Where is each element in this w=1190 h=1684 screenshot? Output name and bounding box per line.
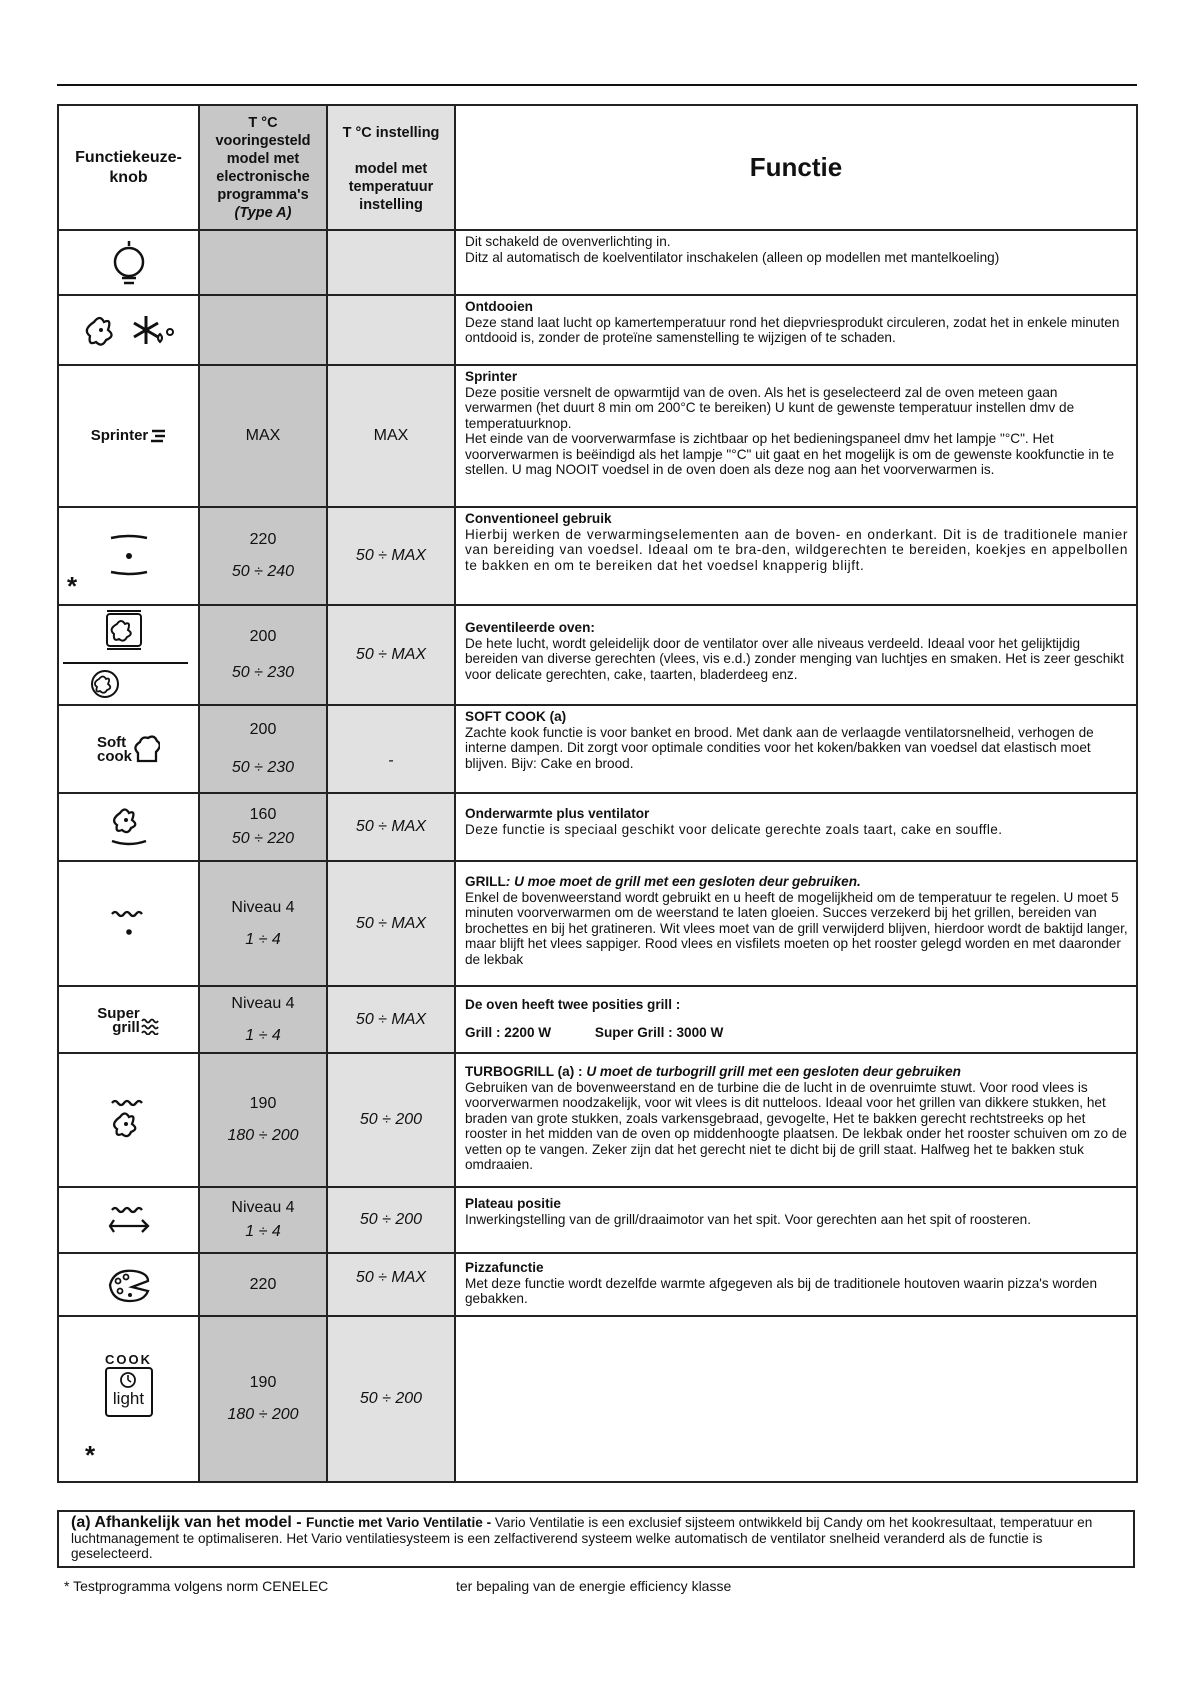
table-row: [58, 986, 1137, 1053]
soft-cook-icon: [97, 735, 160, 765]
timer-icon: [119, 1371, 137, 1389]
header-preset-type: (Type A): [234, 204, 292, 221]
cook-light-box: [105, 1367, 153, 1417]
oven-light-icon: [107, 238, 151, 288]
preset-range: 1 ÷ 4: [245, 930, 281, 948]
header-preset-l1: vooringesteld: [215, 132, 311, 149]
table-row: [58, 793, 1137, 861]
table-row: [58, 861, 1137, 986]
knob-cell: [58, 986, 199, 1053]
header-function: Functie: [455, 105, 1137, 230]
function-text: Gebruiken van de bovenweerstand en de turbine die de lucht in de ovenruimte stuwt. Voor rood vlees is voorverwarmen noodzakelijk, voor wit vlees is dit nutteloos. Ideaal voor het grillen van dikkere stukken, het braden van grote stukken, zoals varkensgebraad, gevogelte, Het te bakken gerecht rechtstreeks op het rooster in het midden van de oven op middenhoogte plaatsen. De lekbak onder het rooster schuiven om zo de vetten op te vangen. Zeker zijn dat het gerecht niet te dicht bij de grill staat. Halfweg het te bakken stuk omdraaien.: [465, 1079, 1127, 1172]
header-setting-l2: model met temperatuur instelling: [348, 161, 434, 213]
function-cell: [455, 861, 1137, 986]
knob-cell: [58, 507, 199, 605]
note-bold-2: Functie met Vario Ventilatie -: [306, 1515, 495, 1530]
knob-cell: [58, 295, 199, 365]
speed-lines-icon: [150, 429, 166, 443]
preset-cell: [199, 605, 327, 705]
header-knob: Functiekeuze-knob: [58, 105, 199, 230]
fan-oven-icon: [59, 606, 198, 704]
function-title: Geventileerde oven:: [465, 620, 595, 635]
table-row: [58, 1253, 1137, 1316]
function-title: Conventioneel gebruik: [465, 511, 612, 526]
preset-cell: [199, 507, 327, 605]
function-text: Zachte kook functie is voor banket en brood. Met dank aan de verlaagde ventilatorsnelheid, verhogen de interne dampen. Dit zorgt voor optimale condities voor het koken/bakken van voedsel dat elastisch moet blijven. Bijv: Cake en brood.: [465, 724, 1094, 771]
function-text: Hierbij werken de verwarmingselementen aan de boven- en onderkant. Dit is de traditionele manier van bereiding van voedsel. Ideaal om te bra-den, wildgerechten te bereiden, koekjes en appelbollen te bakken en om te bereiken dat het voedsel knapperig blijft.: [465, 526, 1128, 573]
setting-cell: [327, 1053, 455, 1187]
function-title: Ontdooien: [465, 299, 533, 314]
function-text: Met deze functie wordt dezelfde warmte afgegeven als bij de traditionele houtoven waarin pizza's worden gebakken.: [465, 1275, 1098, 1306]
function-title: Sprinter: [465, 369, 518, 384]
function-cell: [455, 295, 1137, 365]
table-row: [58, 1053, 1137, 1187]
preset-range: 180 ÷ 200: [227, 1406, 299, 1423]
cook-label: cook: [96, 747, 132, 765]
knob-cell: [58, 861, 199, 986]
grill-title-rest: : U moe moet de grill met een gesloten deur gebruiken.: [505, 874, 861, 889]
setting-value: 50 ÷ MAX: [355, 646, 427, 663]
header-preset-l3: electronische: [216, 168, 310, 185]
top-rule: [57, 84, 1137, 86]
preset-range: 50 ÷ 220: [231, 830, 295, 847]
function-title: SOFT COOK (a): [465, 709, 567, 724]
turbogrill-title-rest: U moet de turbogrill grill met een gesloten deur gebruiken: [582, 1064, 961, 1079]
function-title: Onderwarmte plus ventilator: [465, 806, 650, 821]
setting-value: 50 ÷ MAX: [355, 1268, 427, 1286]
preset-value: 200: [249, 628, 277, 645]
function-text: De hete lucht, wordt geleidelijk door de ventilator over alle niveaus verdeeld. Ideaal voor het gelijktijdig bereiden van diverse gerechten (vlees, vis e.d.) zonder menging van luchtjes en smaken. Het is zeer geschikt voor delicate gerechten, cake, taarten, bladerdeeg enz.: [465, 635, 1124, 682]
setting-value: MAX: [373, 427, 409, 444]
icon-divider: [63, 662, 188, 664]
preset-range: 50 ÷ 240: [231, 563, 295, 580]
header-preset-l4: programma's: [217, 186, 309, 203]
header-preset-l0: T °C: [248, 114, 278, 131]
knob-cell: [58, 1316, 199, 1482]
preset-cell: [199, 793, 327, 861]
setting-cell: [327, 986, 455, 1053]
preset-cell: [199, 861, 327, 986]
function-cell: [455, 1316, 1137, 1482]
grill-powers: [465, 1025, 1128, 1041]
setting-cell: [327, 705, 455, 793]
function-title: Pizzafunctie: [465, 1260, 544, 1275]
function-text: Deze positie versnelt de opwarmtijd van de oven. Als het is geselecteerd zal de oven meteen gaan verwarmen (het duurt 8 min om 200°C te bereiken) U kunt de gewenste temperatuur instellen dmv de temperatuurknop. Het einde van de voorverwarmfase is zichtbaar op het bedieningspaneel dmv het lampje "°C". Het voorverwarmen is beëindigd als het lampje "°C" uit gaat en het mogelijk is om de gewenste kookfunctie in te stellen. U mag NOOIT voedsel in de oven doen als deze nog aan het voorverwarmen is.: [465, 384, 1115, 477]
test-program-star: *: [85, 1440, 96, 1470]
preset-value: 200: [249, 721, 277, 738]
grill-power: Grill : 2200 W: [465, 1024, 552, 1040]
oven-functions-table: [57, 104, 1138, 1483]
function-cell: [455, 1253, 1137, 1316]
function-title: [465, 1064, 1128, 1080]
knob-cell: [58, 605, 199, 705]
function-title: Plateau positie: [465, 1196, 561, 1211]
preset-range: 1 ÷ 4: [245, 1026, 281, 1044]
sprinter-icon: [91, 427, 167, 444]
table-row: [58, 365, 1137, 507]
preset-value: 190: [249, 1374, 277, 1391]
function-title: [465, 874, 1128, 890]
preset-value: 190: [249, 1095, 277, 1112]
bottom-heat-fan-icon: [104, 803, 154, 851]
cook-label: COOK: [105, 1352, 152, 1367]
fan-icon: [89, 668, 121, 700]
function-text: Dit schakeld de ovenverlichting in. Ditz al automatisch de koelventilator inschakelen (alleen op modellen met mantelkoeling): [465, 234, 1000, 265]
preset-value: 160: [249, 806, 277, 823]
preset-value: 220: [249, 531, 277, 548]
chef-hat-icon: [132, 735, 160, 765]
preset-value: Niveau 4: [231, 898, 295, 916]
light-label: light: [112, 1389, 145, 1408]
footnote-test-program: * Testprogramma volgens norm CENELEC: [64, 1578, 329, 1594]
preset-cell: [199, 295, 327, 365]
setting-value: 50 ÷ 200: [359, 1111, 423, 1128]
preset-cell: [199, 986, 327, 1053]
defrost-icon: [74, 310, 184, 350]
knob-cell: [58, 793, 199, 861]
function-cell: [455, 793, 1137, 861]
setting-cell: [327, 1187, 455, 1253]
header-setting: [327, 105, 455, 230]
super-grill-icon: [97, 1004, 160, 1036]
note-text: Vario Ventilatie is een exclusief sijsteem ontwikkeld bij Candy om het kookresultaat, temperatuur en luchtmanagement te optimaliseren. Het Vario ventilatiesysteem is een zelfactiverend systeem welke automatisch de ventilator snelheid veranderd als de functie is geselecteerd.: [71, 1515, 1093, 1561]
table-row: [58, 507, 1137, 605]
knob-cell: [58, 1187, 199, 1253]
preset-range: 1 ÷ 4: [245, 1223, 281, 1240]
super-label: Super: [97, 1004, 140, 1022]
model-note: [57, 1510, 1135, 1568]
preset-cell: [199, 1053, 327, 1187]
preset-cell: [199, 365, 327, 507]
table-row: [58, 1187, 1137, 1253]
preset-cell: [199, 705, 327, 793]
setting-value: 50 ÷ MAX: [355, 914, 427, 932]
setting-value: -: [388, 752, 394, 769]
table-row: [58, 295, 1137, 365]
knob-cell: [58, 1253, 199, 1316]
function-cell: [455, 1053, 1137, 1187]
setting-value: 50 ÷ 200: [359, 1211, 423, 1228]
heat-waves-icon: [140, 1015, 160, 1035]
setting-cell: [327, 793, 455, 861]
preset-cell: [199, 230, 327, 295]
table-row: [58, 230, 1137, 295]
preset-value: Niveau 4: [231, 1199, 295, 1216]
function-text: Inwerkingstelling van de grill/draaimotor van het spit. Voor gerechten aan het spit of roosteren.: [465, 1211, 1031, 1227]
rotisserie-icon: [104, 1200, 154, 1240]
pizza-icon: [104, 1265, 154, 1305]
function-text: Enkel de bovenweerstand wordt gebruikt en u heeft de mogelijkheid om de temperatuur te regelen. U moet 5 minuten voorverwarmen om de weerstand te laten gloeien. Succes verzekerd bij het grillen, bereiden van brochettes en bij het gratineren. Wit vlees moet van de grill verwijderd blijven, hierdoor wordt de baktijd langer, maar blijft het vlees sappiger. Rood vlees en visfilets moeten op het rooster gelegd worden en met daaronder de lekbak: [465, 889, 1128, 967]
test-program-star: *: [67, 571, 78, 601]
function-cell: [455, 365, 1137, 507]
function-title: De oven heeft twee posities grill :: [465, 997, 681, 1012]
table-row: [58, 1316, 1137, 1482]
preset-range: 180 ÷ 200: [227, 1127, 299, 1144]
knob-cell: [58, 705, 199, 793]
setting-value: 50 ÷ MAX: [355, 818, 427, 835]
knob-cell: [58, 230, 199, 295]
preset-range: 50 ÷ 230: [231, 664, 295, 681]
preset-cell: [199, 1316, 327, 1482]
function-text: Deze stand laat lucht op kamertemperatuur rond het diepvriesprodukt circuleren, zodat het in enkele minuten ontdooid is, zonder de proteïne samenstelling te wijzigen of te schaden.: [465, 314, 1120, 345]
function-cell: [455, 230, 1137, 295]
preset-range: 50 ÷ 230: [231, 759, 295, 776]
setting-cell: [327, 507, 455, 605]
setting-cell: [327, 365, 455, 507]
function-cell: [455, 705, 1137, 793]
preset-cell: [199, 1187, 327, 1253]
grill-title: GRILL: [465, 874, 506, 889]
preset-value: 220: [249, 1275, 277, 1293]
grill-label: grill: [112, 1018, 140, 1036]
note-bold-1: (a) Afhankelijk van het model -: [71, 1514, 307, 1531]
table-row: [58, 705, 1137, 793]
function-cell: [455, 605, 1137, 705]
setting-cell: [327, 230, 455, 295]
header-preset: [199, 105, 327, 230]
table-header: [58, 105, 1137, 230]
preset-value: MAX: [245, 427, 281, 444]
soft-label: Soft: [96, 733, 127, 751]
function-text: Deze functie is speciaal geschikt voor delicate gerechte zoals taart, cake en souffle.: [465, 821, 1003, 837]
function-cell: [455, 1187, 1137, 1253]
conventional-icon: [99, 526, 159, 586]
knob-cell: [58, 365, 199, 507]
header-preset-l2: model met: [226, 150, 300, 167]
setting-cell: [327, 861, 455, 986]
setting-value: 50 ÷ MAX: [355, 547, 427, 564]
setting-value: 50 ÷ MAX: [355, 1010, 427, 1028]
fan-box-icon: [99, 608, 149, 652]
grill-icon: [104, 904, 154, 944]
knob-cell: [58, 1053, 199, 1187]
function-cell: [455, 507, 1137, 605]
header-setting-l1: T °C instelling: [342, 125, 440, 141]
setting-cell: [327, 1253, 455, 1316]
cook-light-icon: [105, 1352, 153, 1417]
table-row: [58, 605, 1137, 705]
setting-cell: [327, 295, 455, 365]
footnote-energy-class: ter bepaling van de energie efficiency klasse: [456, 1578, 732, 1594]
soft-cook-label: [96, 733, 132, 765]
preset-cell: [199, 1253, 327, 1316]
turbogrill-icon: [104, 1095, 154, 1145]
turbogrill-title: TURBOGRILL (a) :: [465, 1064, 583, 1079]
super-grill-power: Super Grill : 3000 W: [594, 1024, 724, 1040]
setting-cell: [327, 605, 455, 705]
preset-value: Niveau 4: [231, 994, 295, 1012]
function-cell: [455, 986, 1137, 1053]
sprinter-icon-label: Sprinter: [90, 427, 149, 444]
super-grill-label: [97, 1004, 140, 1036]
setting-cell: [327, 1316, 455, 1482]
setting-value: 50 ÷ 200: [359, 1390, 423, 1407]
